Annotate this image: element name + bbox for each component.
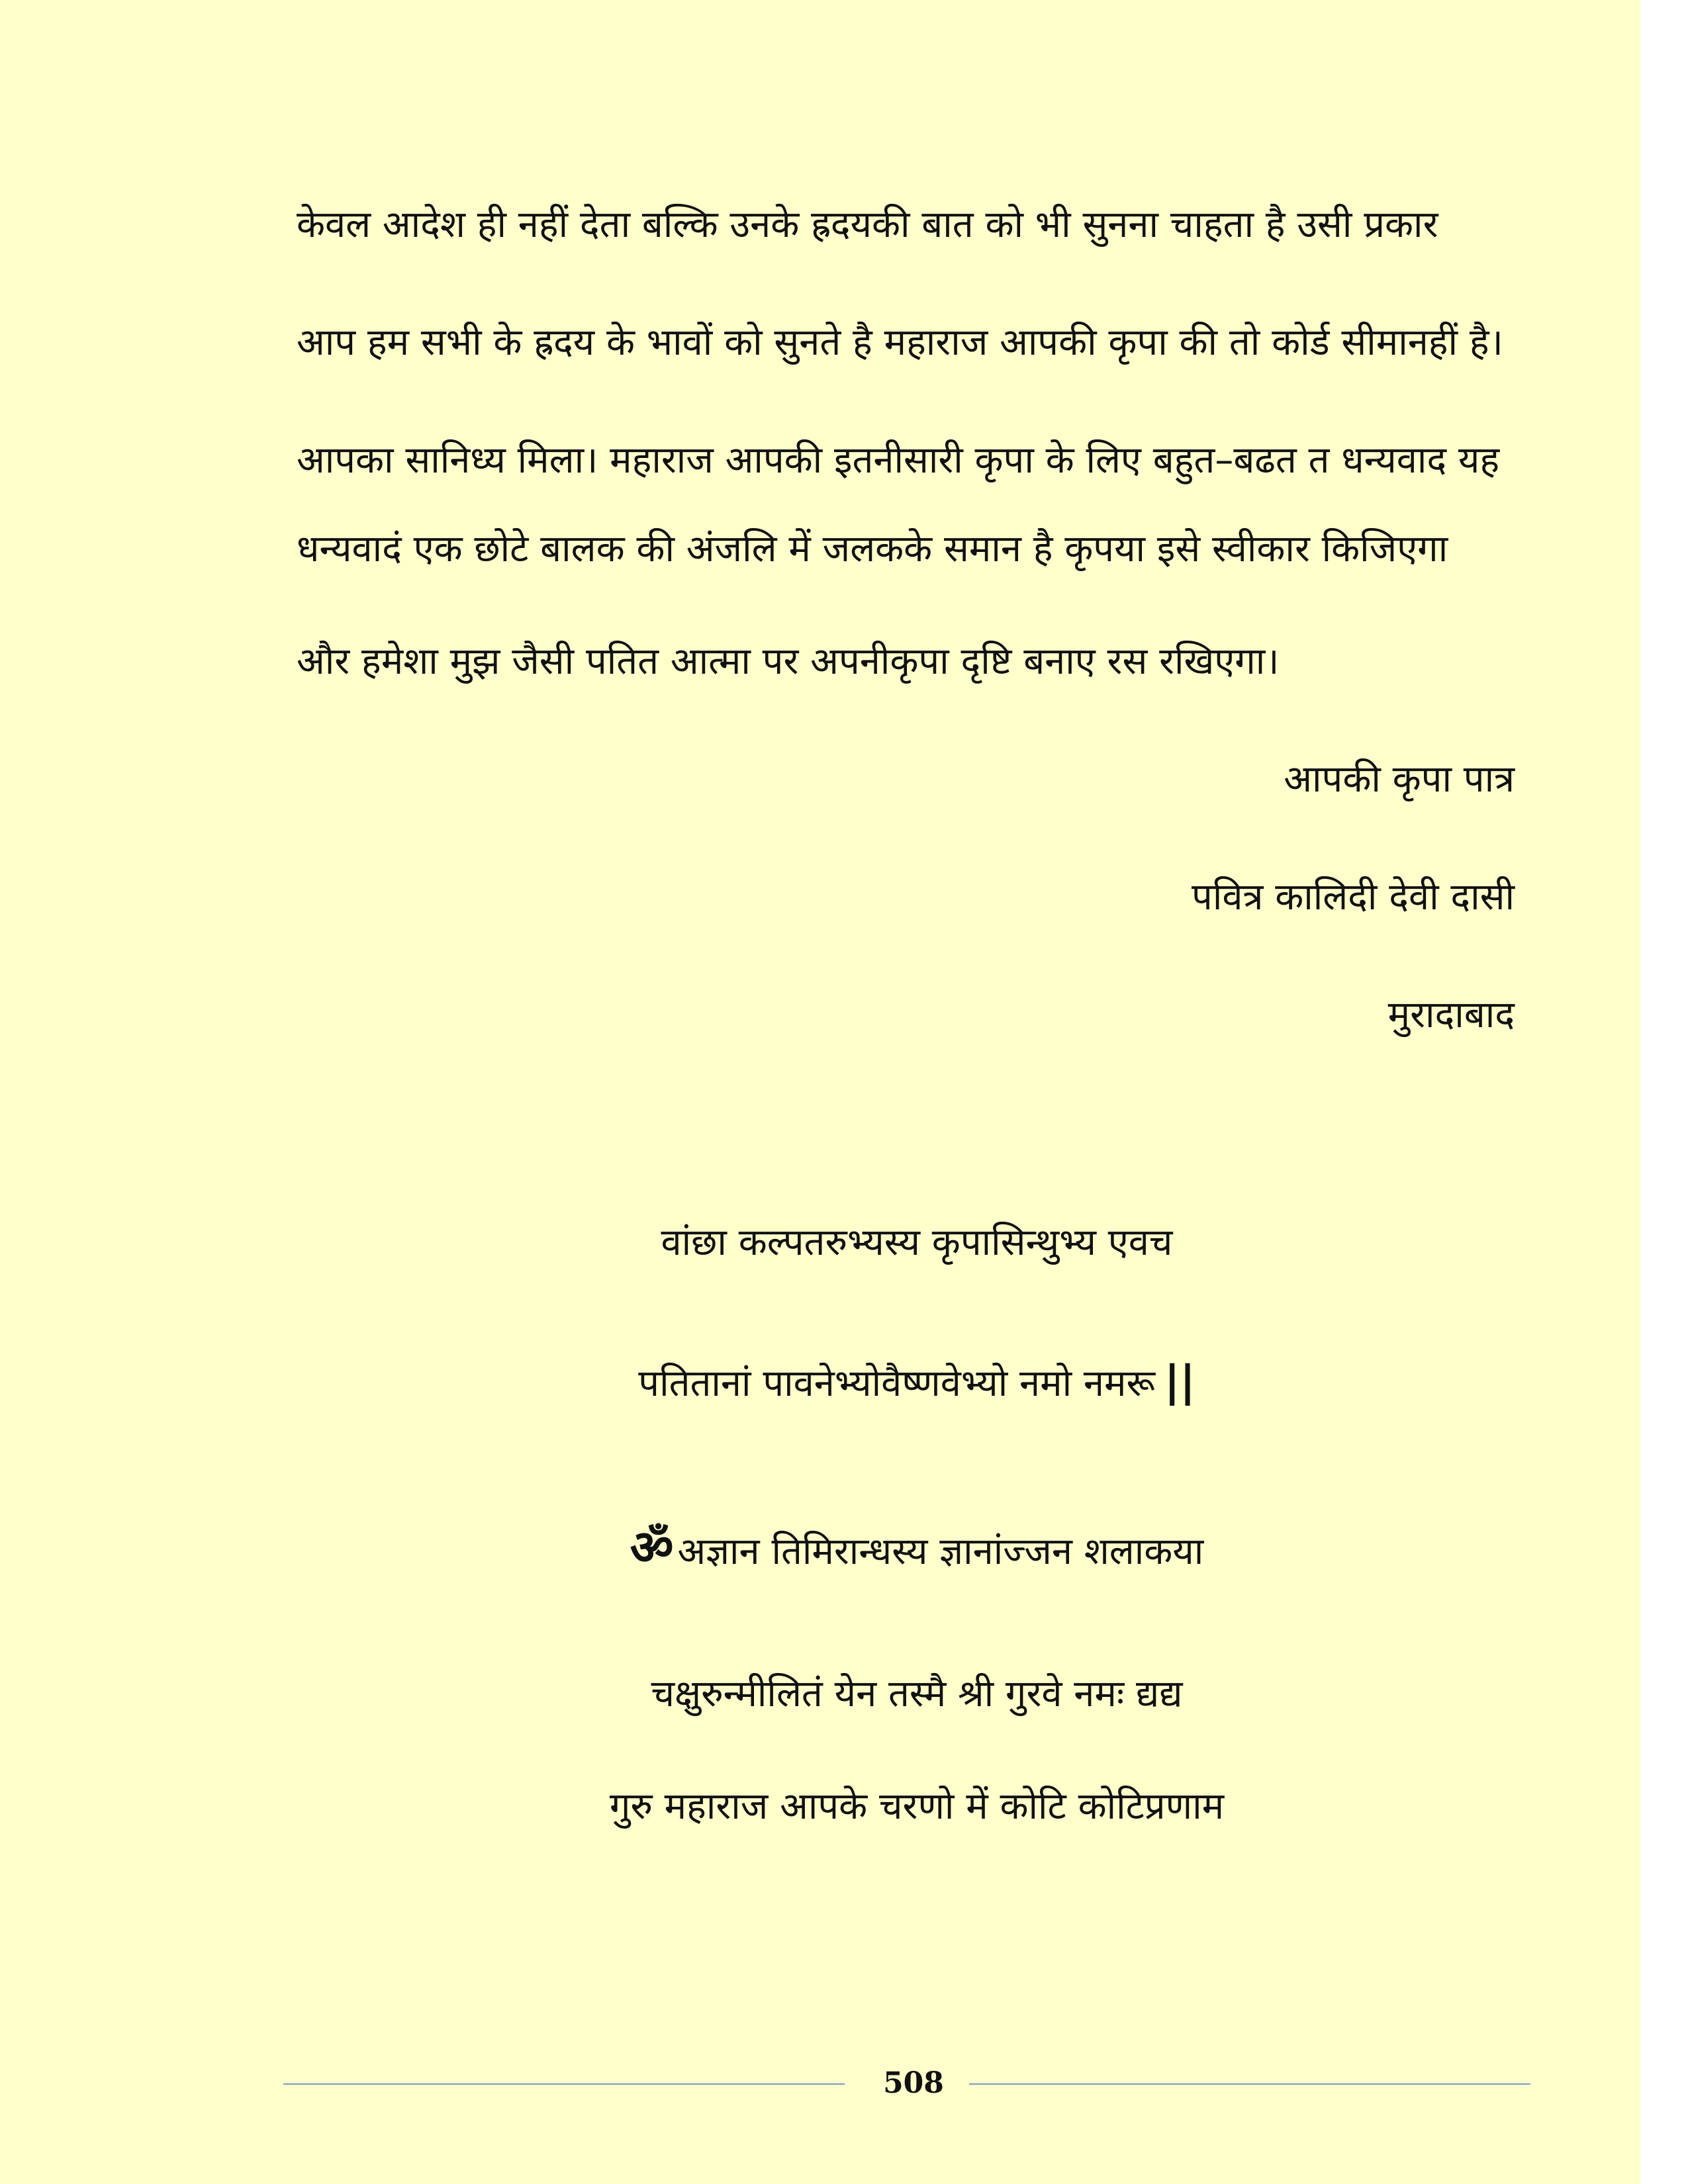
- verse-1-line-2: [0, 1355, 1688, 1410]
- signature-line-3: मुरादाबाद: [1387, 993, 1515, 1036]
- verse-2-line-1: [0, 1521, 1688, 1578]
- verse-2-line-3: गुरु महाराज आपके चरणो में कोटि कोटिप्रणाम: [609, 1785, 1225, 1828]
- om-symbol-icon: ॐ: [630, 1520, 674, 1575]
- paragraph-line-3: आपका सानिध्य मिला। महाराज आपकी इतनीसारी कृपा के लिए बहुत–बढत त धन्यवाद यह: [297, 439, 1500, 482]
- footer-rule-left: [283, 2083, 845, 2085]
- verse-2-line-1-text: अज्ञान तिमिरान्धस्य ज्ञानांज्जन शलाकया: [677, 1530, 1204, 1573]
- paragraph-line-1: केवल आदेश ही नहीं देता बल्कि उनके ह्रदयकी बात को भी सुनना चाहता है उसी प्रकार: [297, 203, 1438, 246]
- verse-1-line-2-text: पतितानां पावनेभ्योवैष्णवेभ्यो नमो नमरू: [638, 1362, 1155, 1405]
- verse-2-line-2: चक्षुरुन्मीलितं येन तस्मै श्री गुरवे नमः द्यद्य: [651, 1672, 1183, 1715]
- page-number: 508: [883, 2066, 944, 2100]
- signature-line-2: पवित्र कालिदी देवी दासी: [1192, 876, 1515, 919]
- signature-line-1: आपकी कृपा पात्र: [1284, 758, 1515, 801]
- paragraph-line-5: और हमेशा मुझ जैसी पतित आत्मा पर अपनीकृपा दृष्टि बनाए रस रखिएगा।: [297, 640, 1280, 683]
- verse-1-line-1: वांछा कल्पतरुभ्यस्य कृपासिन्थुभ्य एवच: [661, 1221, 1173, 1264]
- double-danda-mark: ||: [1164, 1357, 1196, 1406]
- footer-rule-right: [969, 2083, 1530, 2085]
- paragraph-line-2: आप हम सभी के ह्रदय के भावों को सुनते है महाराज आपकी कृपा की तो कोर्ड सीमानहीं है।: [297, 321, 1503, 364]
- paragraph-line-4: धन्यवादं एक छोटे बालक की अंजलि में जलकके समान है कृपया इसे स्वीकार किजिएगा: [297, 527, 1448, 570]
